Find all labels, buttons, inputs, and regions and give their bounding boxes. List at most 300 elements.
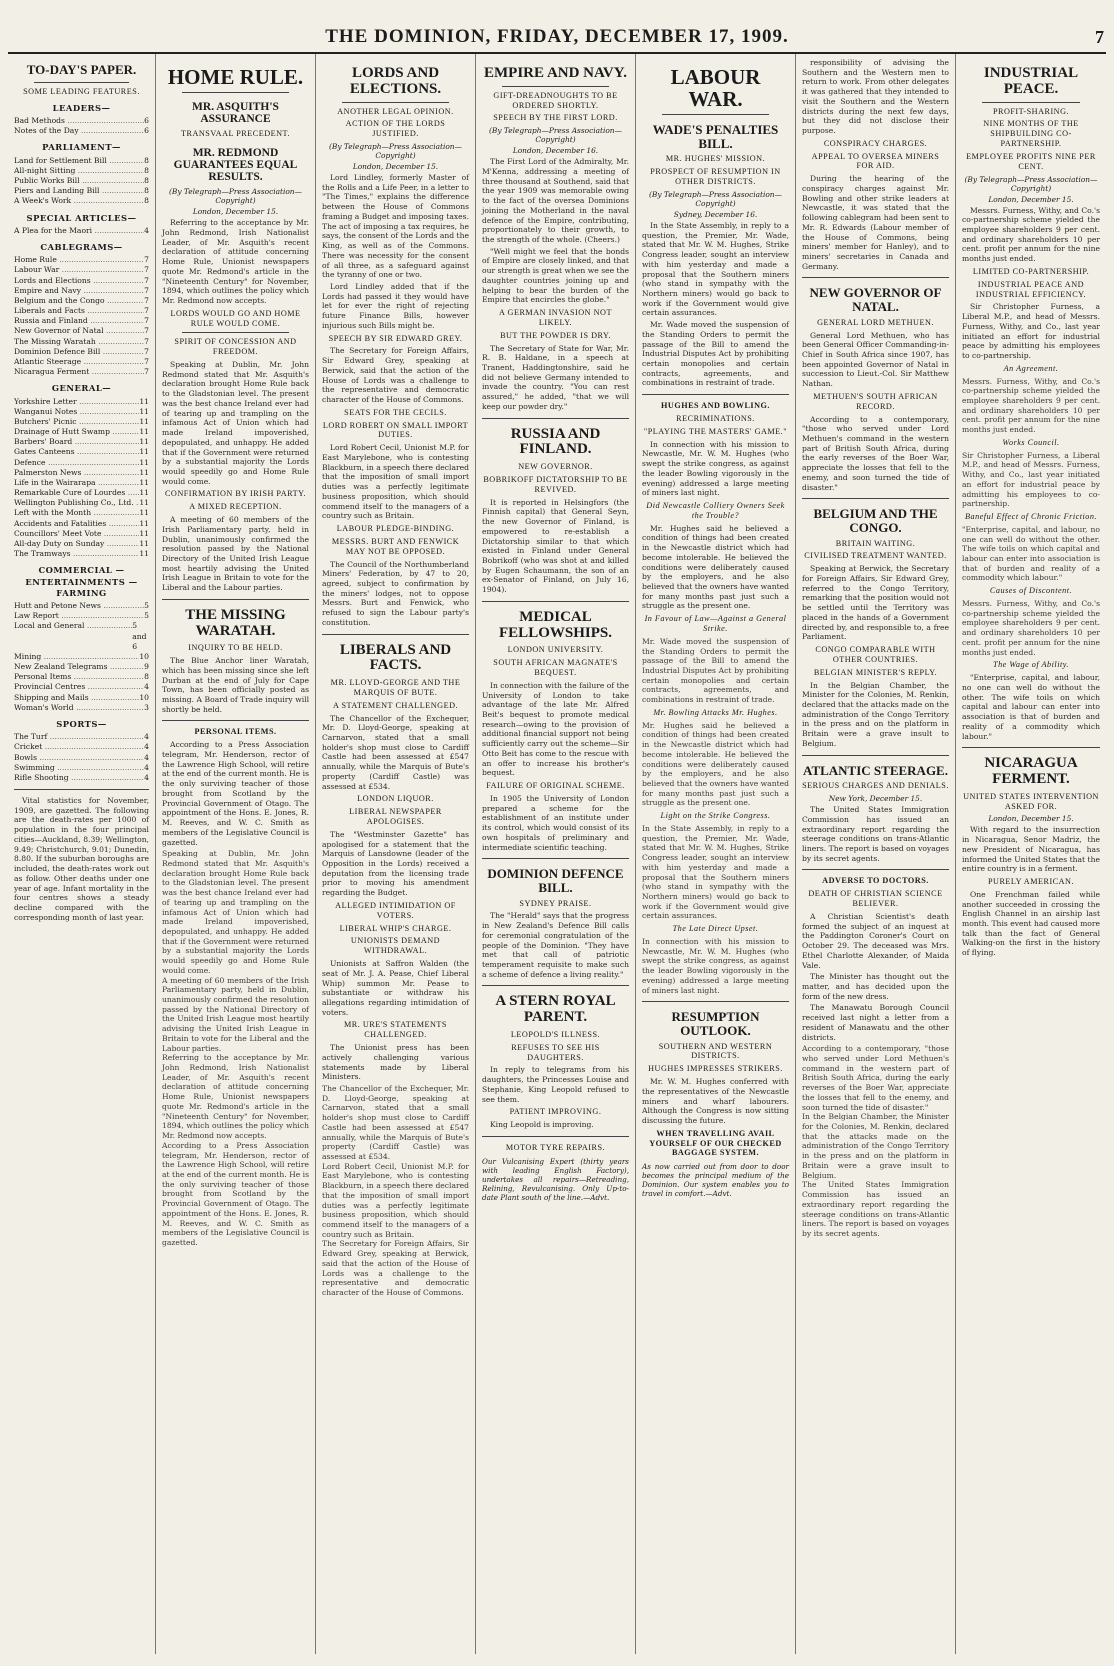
headline-stern-royal-parent: A STERN ROYAL PARENT. [495,993,616,1026]
subhead: LIBERAL NEWSPAPER APOLOGISES. [349,807,442,826]
article-continued: In the State Assembly, in reply to a question, the Premier, Mr. Wade, stated that Mr. W. M. Hughes, Strike Congress leader, sought an interview with him yesterday and made a proposal that the Southern miners (who stand in sympathy with the Northern miners) would go back to work if the Government would give certain assurances. [642,824,789,921]
subhead: Causes of Discontent. [989,586,1073,596]
index-entry-label: Cricket ..... [14,742,144,752]
subhead: PROSPECT OF RESUMPTION IN OTHER DISTRICTS. [650,167,781,187]
index-entry [14,652,149,662]
index-entry [14,407,149,417]
index-entry [14,763,149,773]
index-entry-label: Nicaragua Ferment ..... [14,367,144,377]
masthead [8,6,1106,54]
subhead: MR. ASQUITH'S ASSURANCE [192,101,279,126]
subhead: PERSONAL ITEMS. [194,727,277,737]
divider [662,114,769,115]
article-continued: "Enterprise, capital, and labour, no one can well do without the other. The wife toils on which capital and labour can enter into association is that of burden and reality of a commodity which labour." [962,524,1100,583]
dateline: London, December 16. [512,146,599,156]
article-body: It is reported in Helsingfors (the Finnish capital) that General Seyn, the new Governor of Finland, is empowered to re-establish a Dictatorship similar to that which existed in Finland under General Bobrikoff (who was shot at and killed by Eugen Schaumann, the son of an ex-Senator of Finland, on July 16, 1904). [482,497,629,595]
subhead: DEATH OF CHRISTIAN SCIENCE BELIEVER. [808,889,943,909]
subhead: A MIXED RECEPTION. [189,502,282,512]
subhead: LONDON LIQUOR. [357,794,434,804]
subhead: "PLAYING THE MASTERS' GAME." [643,426,788,436]
index-entry-label: Swimming ..... [14,763,144,773]
index-entry-page: 11 [139,437,149,447]
byline: (By Telegraph—Press Association—Copyright) [329,142,462,161]
article-body: A Christian Scientist's death formed the subject of an inquest at the Paddington Coroner's Court on October 29. The deceased was Mrs. Ethel Charlotte Alexander, of Maida Vale. The Minister has thought out the matter, and has decided upon the form of the new dress. The Manawatu Borough Council received last night a letter from a resident of Manawatu and the other districts. [802,911,949,1042]
subhead: MR. REDMOND GUARANTEES EQUAL RESULTS. [173,147,298,184]
article-body: The "Herald" says that the progress in New Zealand's Defence Bill calls for ceremonial congratulation of the people of the Dominion. "They have met that call of patriotic temperament requisite to make such a scheme of defence a living reality." [482,911,629,979]
index-entry-label: Barbers' Board ..... [14,437,139,447]
index-entry-page: 11 [139,549,149,559]
column-empire-navy [476,54,636,1654]
article-body: King Leopold is improving. [490,1120,594,1130]
divider [482,601,629,602]
subhead: LORD ROBERT ON SMALL IMPORT DUTIES. [322,420,469,440]
column-lords-elections [316,54,476,1654]
index-entry-label: Empire and Navy ..... [14,286,144,296]
divider [502,86,609,87]
subhead: FAILURE OF ORIGINAL SCHEME. [486,781,625,791]
byline: (By Telegraph—Press Association—Copyright) [964,174,1098,193]
index-section-heading: CABLEGRAMS— [40,241,123,252]
divider [802,277,949,278]
subhead: ACTION OF THE LORDS JUSTIFIED. [345,119,446,139]
index-entry [14,166,149,176]
article-body: In the Belgian Chamber, the Minister for the Colonies, M. Renkin, declared that the attacks made on the administration of the Congo Territory in the press and on the platform in Britain were a grave insult to Belgium. [802,680,949,748]
headline-lords-elections: LORDS AND ELECTIONS. [349,65,442,97]
index-entry [14,478,149,488]
index-entry-label: Provincial Centres ..... [14,682,144,692]
index-entry-page: 8 [144,176,149,186]
article-body: Referring to the acceptance by Mr. John Redmond, Irish Nationalist Leader, of Mr. Asquith's recent declaration of attitude concerning Home Rule, Unionist newspapers quote Mr. Redmond's article in the "Nineteenth Century" for November, 1894, which outlines the policy which Mr. Redmond now accepts. [162,218,309,305]
index-entry [14,176,149,186]
index-entry-page: 7 [144,367,149,377]
index-entry-label: Bad Methods ..... [14,116,144,126]
subhead: In Favour of Law—Against a General Strike. [644,614,787,633]
index-entry-label: New Zealand Telegrams ..... [14,662,144,672]
index-entry-page: 10 [139,692,149,702]
subhead: WADE'S PENALTIES BILL. [652,122,779,151]
index-entry-page: 4 [144,225,149,235]
subhead: BELGIAN MINISTER'S REPLY. [813,667,938,677]
subhead: HUGHES AND BOWLING. [661,401,770,411]
index-entry-label: Home Rule ..... [14,255,144,265]
index-subtitle: SOME LEADING FEATURES. [23,87,140,96]
index-entry-page: 11 [139,416,149,426]
index-entry-page: 7 [144,295,149,305]
index-entry-label: Wellington Publishing Co., Ltd. ..... [14,498,139,508]
index-entry [14,417,149,427]
subhead: MR. URE'S STATEMENTS CHALLENGED. [344,1020,447,1040]
article-body: In 1905 the University of London prepared a scheme for the establishment of an institute under its control, which would consist of its own hospitals of preliminary and intermediate scientific teaching. [482,793,629,852]
headline-atlantic-steerage: ATLANTIC STEERAGE. [803,762,948,778]
article-body: In connection with the failure of the University of London to take advantage of the late Mr. Alfred Beit's bequest to promote medical research—owing to the provision of additional financial support not being sufficiently carry out the scheme—Sir Otto Beit has come to the rescue with an offer to increase his brother's bequest. [482,680,630,778]
subhead: LIBERAL WHIP'S CHARGE. [339,923,452,933]
index-entry [14,437,149,447]
index-entry-page: 7 [144,326,149,336]
index-entry-label: Law Report ..... [14,611,144,621]
index-entry-page: 11 [139,447,149,457]
index-entry-label: Councillors' Meet Vote ..... [14,529,139,539]
subhead: RECRIMINATIONS. [676,413,755,423]
index-entry [14,186,149,196]
subhead: CONGO COMPARABLE WITH OTHER COUNTRIES. [815,645,936,664]
subhead: PURELY AMERICAN. [987,877,1075,886]
article-body: The United States Immigration Commission has issued an extraordinary report regarding the steerage conditions on trans-Atlantic liners. The report is based on voyages by its secret agents. [802,805,949,863]
index-entry [14,519,149,529]
index-entry-page: 11 [139,508,149,518]
article-continued: Mr. Wade moved the suspension of the Standing Orders to permit the passage of the Bill to amend the Industrial Disputes Act by prohibiting certain monopolies and certain contracts, agreements, and combinations in restraint of trade. [642,636,789,705]
index-entry-label: Atlantic Steerage ..... [14,357,144,367]
headline-russia-finland: RUSSIA AND FINLAND. [510,425,601,458]
article-body: General Lord Methuen, who has been General Officer Commanding-in-Chief in South Africa since 1907, has been appointed Governor of Natal in succession to Lieut.-Col. Sir Matthew Nathan. [802,330,949,389]
index-entry-label: Defence ..... [14,458,139,468]
index-entry-page: 8 [144,155,149,165]
index-entry-label: Accidents and Fatalities ..... [14,519,139,529]
headline-nicaragua-ferment: NICARAGUA FERMENT. [984,755,1078,787]
index-entry-label: The Missing Waratah ..... [14,337,144,347]
byline: (By Telegraph—Press Association—Copyright) [489,126,622,145]
divider [802,498,949,499]
subhead: SEATS FOR THE CECILS. [344,407,447,417]
subhead: NINE MONTHS OF THE SHIPBUILDING CO-PARTNERSHIP. [983,119,1079,149]
article-body: The Secretary for Foreign Affairs, Sir Edward Grey, speaking at Berwick, said that the action of the House of Lords was a challenge to the representative and democratic character of the House of Commons. [322,346,469,404]
index-entry-page: 4 [144,682,149,692]
column-industrial-peace [956,54,1106,1654]
index-entry-page: 11 [139,498,149,508]
subhead: BRITAIN WAITING. [835,538,916,548]
subhead: CIVILISED TREATMENT WANTED. [804,551,947,561]
article-body: Mr. W. M. Hughes conferred with the representatives of the Newcastle miners and wharf labourers. Although the Congress is now sitting discussing the future. [642,1077,789,1126]
index-entry-label: Gates Canteens ..... [14,447,139,457]
index-entry [14,732,149,742]
index-entry-label: Life in the Wairarapa ..... [14,478,139,488]
subhead: METHUEN'S SOUTH AFRICAN RECORD. [813,391,938,411]
index-entry [14,703,149,713]
divider [962,747,1100,748]
subhead: REFUSES TO SEE HIS DAUGHTERS. [511,1042,600,1062]
index-entry [14,682,149,692]
index-entry-page: 11 [139,467,149,477]
subhead: SPEECH BY SIR EDWARD GREY. [328,333,463,343]
index-entry-page: 4 [144,732,149,742]
subhead: An Agreement. [1003,363,1059,373]
headline-new-governor-natal: NEW GOVERNOR OF NATAL. [809,285,942,315]
headline-empire-navy: EMPIRE AND NAVY. [484,65,627,81]
index-entry-label: Lords and Elections ..... [14,276,144,286]
headline-labour-war: LABOUR WAR. [670,65,761,112]
divider [482,985,629,986]
index-entry-page: 7 [144,336,149,346]
article-continued: According to a contemporary, "those who served under Lord Methuen's command in the western part of British South Africa, during the early reverses of the Boer War, appreciate the losses that fell to the enemy, and soon turned the tide of disaster." In the Belgian Chamber, the Minister for the Colonies, M. Renkin, declared that the attacks made on the administration of the Congo Territory in the press and on the platform in Britain were a grave insult to Belgium. The United States Immigration Commission has issued an extraordinary report regarding the steerage conditions on trans-Atlantic liners. The report is based on voyages by its secret agents. [802,1044,949,1238]
subhead: LEOPOLD'S ILLNESS. [510,1029,601,1039]
subhead: MR. HUGHES' MISSION. [665,154,766,164]
article-body: In the State Assembly, in reply to a question, the Premier, Mr. Wade, stated that Mr. W. M. Hughes, Strike Congress leader, sought an interview with him yesterday and made a proposal that the Southern miners (who stand in sympathy with the Northern miners) would go back to work if the Government would give certain assurances. Mr. Wade moved the suspension of the Standing Orders to permit the passage of the Bill to amend the Industrial Disputes Act by prohibiting certain monopolies and certain contracts, agreements, and combinations in restraint of trade. [642,220,789,388]
index-entry-page: 4 [144,762,149,772]
article-body: Speaking at Berwick, the Secretary for Foreign Affairs, Sir Edward Grey, referred to the Congo Territory, remarking that the position would not be settled until the Territory was placed in the hands of a Government directed by, and responsible to, a free Parliament. [802,564,949,642]
headline-liberals-facts: LIBERALS AND FACTS. [339,641,452,674]
index-entry-page: 4 [144,752,149,762]
subhead: SPIRIT OF CONCESSION AND FREEDOM. [174,337,297,357]
index-entry-label: Rifle Shooting ..... [14,773,144,783]
index-entry [14,488,149,498]
headline-belgium-congo: BELGIUM AND THE CONGO. [813,506,938,535]
dateline: New York, December 15. [828,794,923,804]
index-entry [14,367,149,377]
divider [182,332,289,333]
subhead: LONDON UNIVERSITY. [507,645,604,655]
advert-heading: WHEN TRAVELLING AVAIL YOURSELF OF OUR CHECKED BAGGAGE SYSTEM. [649,1128,782,1158]
index-entry-label: Notes of the Day ..... [14,126,144,136]
index-entry [14,265,149,275]
headline-dominion-defence: DOMINION DEFENCE BILL. [487,866,624,895]
index-entry [14,611,149,621]
subhead: Works Council. [1002,437,1060,447]
index-entry-label: Palmerston News ..... [14,468,139,478]
article-body: The Secretary of State for War, Mr. R. B. Haldane, in a speech at Tranent, Haddingtonshire, said he did not believe Germany intended to invade the country. "You can rest assured," he added, "that we will keep our powder dry." [482,343,629,411]
headline-missing-waratah: THE MISSING WARATAH. [185,606,286,639]
vital-statistics: Vital statistics for November, 1909, are gazetted. The following are the death-rates per 1000 of population in the four principal cities—Auckland, 8.39; Wellington, 9.49; Christchurch, 9.01; Dunedin, 8.80. If the suburban boroughs are included, the death-rates work out as follow. Other deaths under one year of age. Infant mortality in the four centres shows a steady decline compared with the corresponding month of last year. [14,796,149,922]
index-entry [14,508,149,518]
subhead: EMPLOYEE PROFITS NINE PER CENT. [966,151,1096,171]
index-entry-page: 6 [144,126,149,136]
subhead: SOUTHERN AND WESTERN DISTRICTS. [658,1041,773,1061]
subhead: HUGHES IMPRESSES STRIKERS. [648,1064,783,1074]
dateline: Sydney, December 16. [673,209,758,219]
index-entry [14,156,149,166]
index-entry [14,693,149,703]
index-entry-page: 7 [144,316,149,326]
index-entry-page: 4 [144,772,149,782]
article-continued: responsibility of advising the Southern and the Western men to return to work. From other delegates it was gathered that they intended to visit the Southern and the Western districts during the next few days, but they did not disclose their purpose. [802,58,949,136]
article-continued: Sir Christopher Furness, a Liberal M.P., and head of Messrs. Furness, Withy, and Co., last year initiated an effort for industrial peace by admitting his employees to co-partnership. [962,450,1100,509]
index-entry-page: 11 [139,427,149,437]
article-body: One Frenchman failed while another succeeded in crossing the English Channel in an airship last month. This event had caused more talk than the fact of General Walking-on the first in the history of flying. [962,889,1100,958]
headline-medical-fellowships: MEDICAL FELLOWSHIPS. [499,608,612,641]
subhead: LORDS WOULD GO AND HOME RULE WOULD COME. [170,308,301,328]
index-entry-label: Bowls ..... [14,753,144,763]
index-entry-page: 8 [144,672,149,682]
index-entry-page: 7 [144,356,149,366]
index-entry-page: 5 [144,601,149,611]
index-entry [14,549,149,559]
subhead: LABOUR PLEDGE-BINDING. [336,523,455,533]
subhead: MESSRS. BURT AND FENWICK MAY NOT BE OPPOSED. [331,536,460,556]
article-continued: Mr. Hughes said he believed a condition of things had been created in the Newcastle district which had become intolerable. He believed the conditions were deliberately caused by the employers, and he also believed that the owners have wanted for many months past just such a struggle as the present one. [642,720,789,808]
index-section-heading: GENERAL— [51,383,112,394]
advertisement: Our Vulcanising Expert (thirty years with leading English Factory), undertakes all repairs—Retreading, Relining, Revulcanising. Only Up-to-date Plant south of the line.—Advt. [482,1156,629,1202]
article-body: Mr. Hughes said he believed a condition of things had been created in the Newcastle district which had become intolerable. He believed the conditions were deliberately caused by the employers, and he also believed that the owners have wanted for many months past just such a struggle as the present one. [642,523,789,611]
index-section-heading: SPORTS— [56,718,107,729]
index-entry-page: 5 [144,611,149,621]
index-entry [14,468,149,478]
subhead: SERIOUS CHARGES AND DENIALS. [802,781,949,791]
index-title: TO-DAY'S PAPER. [26,62,137,77]
index-entry [14,196,149,206]
index-entry [14,276,149,286]
divider [802,869,949,870]
divider [162,720,309,721]
index-entry [14,672,149,682]
index-entry-page: 7 [144,275,149,285]
article-continued: Messrs. Furness, Withy, and Co.'s co-partnership scheme yielded the employee shareholders 9 per cent. and ordinary shareholders 10 per cent. profit per annum for the nine months just ended. [962,376,1100,435]
subhead: MR. LLOYD-GEORGE AND THE MARQUIS OF BUTE. [330,678,461,697]
index-entry-label: Butchers' Picnic ..... [14,417,139,427]
article-body: Messrs. Furness, Withy, and Co.'s co-partnership scheme yielded the employee shareholders 9 per cent. and ordinary shareholders 10 per cent. profit per annum for the nine months just ended. [962,205,1100,264]
divider [182,92,289,93]
article-body: The First Lord of the Admiralty, Mr. M'Kenna, addressing a meeting of three thousand at Southend, said that the year 1909 was memorable owing to the fact of the oversea Dominions joining the Motherland in the naval defence of the Empire, contributing, proportionately to their growth, to the strength of the whole. (Cheers.) "Well might we feel that the bonds of Empire are closely linked, and that our strength is great when we see the daughter countries joining up and helping to bear the burden of the Empire that encircles the globe." [482,157,629,305]
index-entry-page: 11 [139,538,149,548]
divider [162,599,309,600]
index-entry-label: Remarkable Cure of Lourdes ..... [14,488,139,498]
subhead: SPEECH BY THE FIRST LORD. [493,113,618,123]
article-body: The Unionist press has been actively challenging various statements made by Liberal Ministers. [322,1043,469,1082]
index-entry [14,357,149,367]
index-entry-page: 7 [144,306,149,316]
index-section-heading: COMMERCIAL — ENTERTAINMENTS — FARMING [25,565,138,598]
index-entry-label: Belgium and the Congo ..... [14,296,144,306]
index-entry-label: All-day Duty on Sunday ..... [14,539,139,549]
index-entry-page: 7 [144,255,149,265]
subhead: GIFT-DREADNOUGHTS TO BE ORDERED SHORTLY. [493,90,618,110]
index-section-heading: SPECIAL ARTICLES— [26,212,137,223]
article-body: The Blue Anchor liner Waratah, which has been missing since she left Durban at the end of July for Cape Town, has been officially posted as missing. A Board of Trade inquiry will shortly be held. [162,656,309,714]
dateline: London, December 15. [988,814,1074,824]
subhead: CONSPIRACY CHARGES. [823,138,928,148]
paper-title: THE DOMINION, FRIDAY, DECEMBER 17, 1909. [325,26,789,47]
index-entry [14,226,149,236]
subhead: INDUSTRIAL PEACE AND INDUSTRIAL EFFICIENCY. [975,279,1087,299]
index-entry-label: Personal Items ..... [14,672,144,682]
article-continued: Messrs. Furness, Withy, and Co.'s co-partnership scheme yielded the employee shareholders 9 per cent. and ordinary shareholders 10 per cent. profit per annum for the nine months just ended. [962,599,1100,657]
index-list [14,103,149,783]
index-entry-page: 7 [144,265,149,275]
index-entry-page: 8 [144,186,149,196]
index-entry-label: Mining ..... [14,652,139,662]
index-entry-label: All-night Sitting ..... [14,166,144,176]
page-number: 7 [1095,27,1104,47]
headline-industrial-peace: INDUSTRIAL PEACE. [983,65,1079,97]
index-entry [14,306,149,316]
index-entry-label: A Week's Work ..... [14,196,144,206]
index-entry [14,753,149,763]
divider [802,755,949,756]
subhead: ALLEGED INTIMIDATION OF VOTERS. [335,900,456,920]
index-entry [14,447,149,457]
index-entry-label: The Tramways ..... [14,549,139,559]
index-entry-label: Dominion Defence Bill ..... [14,347,144,357]
index-entry-label: Shipping and Mails ..... [14,693,139,703]
index-entry-label: Liberals and Facts ..... [14,306,144,316]
index-entry [14,427,149,437]
article-body: In reply to telegrams from his daughters, the Princesses Louise and Stephanie, King Leopold refused to see them. [482,1065,629,1104]
index-entry-label: Piers and Landing Bill ..... [14,186,144,196]
subhead: Light on the Strike Congress. [660,811,771,821]
divider [982,102,1080,103]
divider [14,789,149,790]
index-entry-label: A Plea for the Maori ..... [14,226,144,236]
divider [342,102,449,103]
divider [482,1136,629,1137]
index-entry-page: 8 [144,196,149,206]
subhead: APPEAL TO OVERSEA MINERS FOR AID. [811,151,940,171]
headline-home-rule: HOME RULE. [167,65,304,89]
subhead: BUT THE POWDER IS DRY. [500,330,611,340]
advertisement: As now carried out from door to door becomes the principal medium of the Dominion. Our system enables you to travel in comfort.—Advt. [642,1162,789,1199]
subhead: A GERMAN INVASION NOT LIKELY. [499,308,612,327]
dateline: London, December 15. [352,162,439,172]
index-entry-label: Yorkshire Letter ..... [14,397,139,407]
index-entry-label: Russia and Finland ..... [14,316,144,326]
subhead: ANOTHER LEGAL OPINION. [337,106,454,116]
subhead: PATIENT IMPROVING. [509,1107,602,1117]
index-entry [14,773,149,783]
index-entry-page: 11 [139,528,149,538]
index-entry [14,458,149,468]
index-entry-page: 11 [139,477,149,487]
index-entry [14,316,149,326]
subhead: BOBRIKOFF DICTATORSHIP TO BE REVIVED. [483,474,628,494]
index-entry-page: 5 and 6 [132,621,147,651]
divider [34,82,129,83]
index-entry-page: 11 [139,396,149,406]
article-body: The "Westminster Gazette" has apologised for a statement that the Marquis of Lansdowne (leader of the Opposition in the Lords) received a deputation from the licensing trade prior to moving his amendment regarding the Budget. [322,829,469,898]
index-entry-label: The Turf ..... [14,732,144,742]
subhead: SYDNEY PRAISE. [519,898,592,908]
article-body: Speaking at Dublin, Mr. John Redmond stated that Mr. Asquith's declaration brought Home Rule back to the Gladstonian level. The present was the best chance Ireland ever had of tearing up and trampling on the infamous Act of Union which had made Ireland impoverished, depopulated, and unhappy. He added that if the Government were returned by a substantial majority the Lords would speedily go and Home Rule would come. [162,360,309,486]
subhead: LIMITED CO-PARTNERSHIP. [972,266,1090,276]
index-entry-label: Public Works Bill ..... [14,176,144,186]
index-entry-label: Drainage of Hutt Swamp ..... [14,427,139,437]
index-entry-label: Local and General ..... [14,621,132,652]
subhead: The Wage of Ability. [993,660,1069,670]
article-body: With regard to the insurrection in Nicaragua, Senor Madriz, the new President of Nicaragua, has informed the United States that the entire country is in a ferment. [962,825,1100,874]
article-body: According to a Press Association telegram, Mr. Henderson, rector of the Lawrence High School, will retire at the end of the current month. He is the only surviving teacher of those brought from Scotland by the Provincial Government of Otago. The appointment of the Hons. E. Jones, R. M. Reeves, and W. C. Smith as members of the Legislative Council is gazetted. [162,740,309,847]
subhead: ADVERSE TO DOCTORS. [822,876,929,886]
subhead: Did Newcastle Colliery Owners Seek the Trouble? [646,500,785,520]
index-entry [14,742,149,752]
index-entry [14,539,149,549]
article-body: During the hearing of the conspiracy charges against Mr. Bowling and other strike leaders at Newcastle, it was stated that the following cablegram had been sent to Mr. R. Edwards (Labour member of the House of Commons, being miners' member for Hanley), and to miners' secretaries in Canada and Germany. [802,174,949,271]
index-entry-page: 7 [144,346,149,356]
index-entry-page: 10 [139,651,149,661]
subhead: GENERAL LORD METHUEN. [817,317,934,327]
index-entry-page: 11 [139,488,149,498]
index-entry [14,498,149,508]
article-body: The Council of the Northumberland Miners' Federation, by 47 to 20, agreed, subject to confirmation by the miners' lodges, not to oppose Messrs. Burt and Fenwick, who refused to sign the Labour party's constitution. [322,559,469,627]
index-entry [14,296,149,306]
column-home-rule [156,54,316,1654]
index-entry-page: 4 [144,742,149,752]
article-body: Lord Lindley, formerly Master of the Rolls and a Life Peer, in a letter to "The Times," explains the difference between the House of Commons framing a Budget and imposing taxes. The act of imposing a tax requires, he says, the consent of the Lords and the King, as well as of the Commons. There was necessity for the consent of all three, as a safeguard against the tyranny of one or two. Lord Lindley added that if the Lords had passed it they would have let for ever the right of rejecting future Finance Bills, however injurious such Bills might be. [322,173,469,330]
subhead: CONFIRMATION BY IRISH PARTY. [164,489,307,499]
divider [482,858,629,859]
article-body: In connection with his mission to Newcastle, Mr. W. M. Hughes (who swept the strike congress, as against the leader Bowling vigorously in the evening) addressed a large meeting of miners last night. [642,439,789,498]
dateline: London, December 15. [192,207,279,217]
dateline: London, December 15. [988,194,1074,204]
index-entry-page: 7 [144,285,149,295]
index-entry-label: Labour War ..... [14,265,144,275]
index-entry-page: 11 [139,518,149,528]
article-continued: Speaking at Dublin, Mr. John Redmond stated that Mr. Asquith's declaration brought Home Rule back to the Gladstonian level. The present was the best chance Ireland ever had of tearing up and trampling on the infamous Act of Union which had made Ireland impoverished, depopulated, and unhappy. He added that if the Government were returned by a substantial majority the Lords would speedily go and Home Rule would come. A meeting of 60 members of the Irish Parliamentary party, held in Dublin, unanimously confirmed the resolution passed by the National Directory of the United Irish League most heartily advising the United Irish League in Britain to vote for the Liberal and the Labour parties. Referring to the acceptance by Mr. John Redmond, Irish Nationalist Leader, of Mr. Asquith's recent declaration of attitude concerning Home Rule, Unionist newspapers quote Mr. Redmond's article in the "Nineteenth Century" for November, 1894, which outlines the policy which Mr. Redmond now accepts. According to a Press Association telegram, Mr. Henderson, rector of the Lawrence High School, will retire at the end of the current month. He is the only surviving teacher of those brought from Scotland by the Provincial Government of Otago. The appointment of the Hons. E. Jones, R. M. Reeves, and W. C. Smith as members of the Legislative Council is gazetted. [162,849,309,1247]
byline: (By Telegraph—Press Association—Copyright) [649,189,782,208]
index-entry [14,326,149,336]
index-entry [14,347,149,357]
article-body: Sir Christopher Furness, a Liberal M.P., and head of Messrs. Furness, Withy, and Co., last year initiated an effort for industrial peace by admitting his employees to co-partnership. [962,302,1100,360]
index-entry-page: 8 [144,165,149,175]
article-body: Unionists at Saffron Walden (the seat of Mr. J. A. Pease, Chief Liberal Whip) summon Mr. Pease to substantiate or withdraw his allegations regarding intimidation of voters. [322,959,469,1017]
index-entry [14,601,149,611]
index-entry-label: Hutt and Petone News ..... [14,601,144,611]
index-entry [14,662,149,672]
